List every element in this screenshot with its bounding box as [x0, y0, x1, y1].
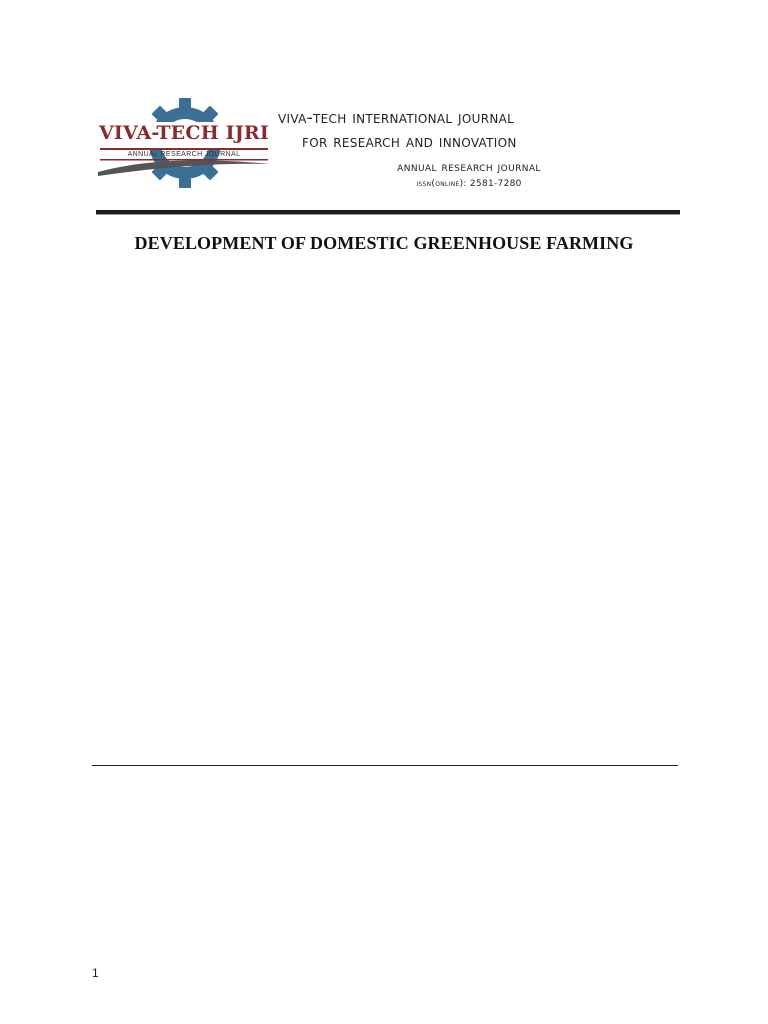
header-divider-shadow: [96, 214, 680, 215]
journal-name-line1: viva-tech international journal: [278, 108, 515, 128]
journal-name: [278, 106, 648, 154]
issn-label: issn(online): 2581-7280: [416, 179, 522, 189]
journal-logo: [94, 98, 274, 188]
logo-subtitle: ANNUAL RESEARCH JOURNAL: [127, 151, 241, 158]
footnote-divider: [92, 765, 678, 766]
logo-title: VIVA-TECH IJRI: [98, 122, 270, 144]
journal-type: annual research journal: [397, 160, 541, 175]
page-number: 1: [92, 966, 99, 980]
journal-name-line2: for research and innovation: [302, 132, 517, 152]
paper-title: DEVELOPMENT OF DOMESTIC GREENHOUSE FARMING: [134, 233, 634, 253]
